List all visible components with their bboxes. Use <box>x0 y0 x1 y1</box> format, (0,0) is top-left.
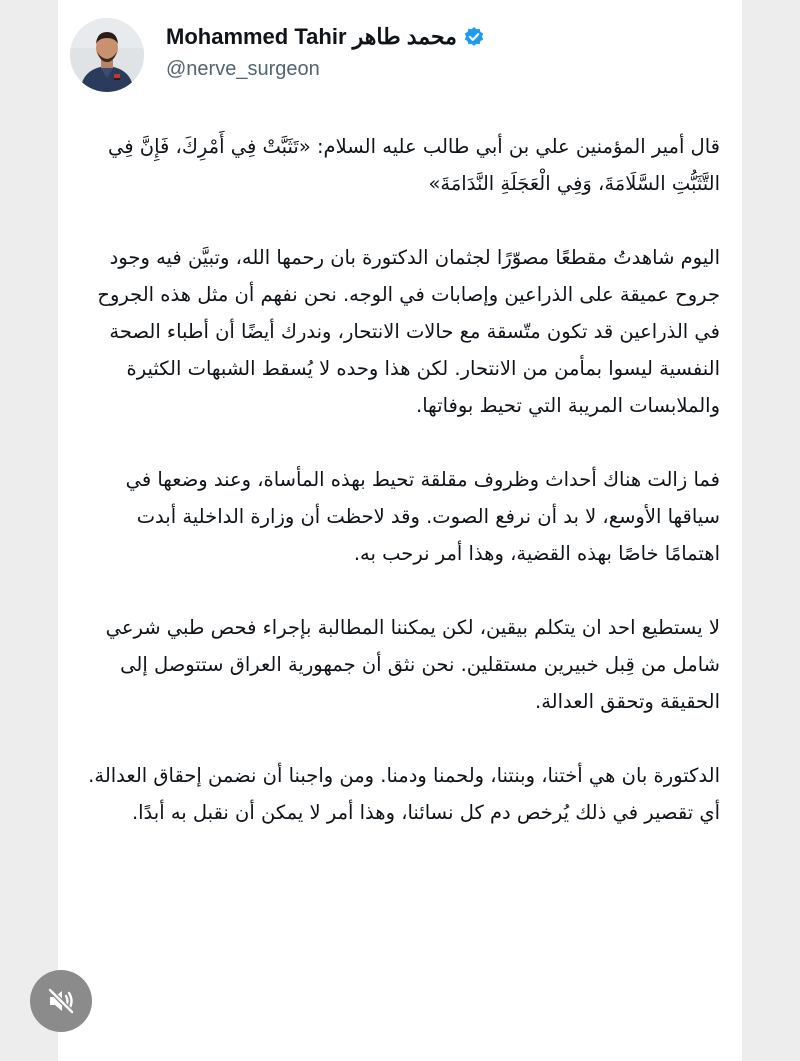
muted-speaker-icon <box>45 985 77 1017</box>
tweet-card <box>58 0 742 1061</box>
verified-badge-icon <box>463 26 485 48</box>
tweet-text <box>88 128 720 831</box>
tweet-paragraph: فما زالت هناك أحداث وظروف مقلقة تحيط بهذه المأساة، وعند وضعها في سياقها الأوسع، لا بد أن نرفع الصوت. وقد لاحظت أن وزارة الداخلية أبدت اهتمامًا خاصًا بهذه القضية، وهذا أمر نرحب به. <box>125 468 720 565</box>
author-handle[interactable]: @nerve_surgeon <box>166 58 320 80</box>
tweet-header <box>70 18 730 98</box>
author-display-name[interactable]: Mohammed Tahir محمد طاهر <box>166 24 457 49</box>
tweet-paragraph: قال أمير المؤمنين علي بن أبي طالب عليه السلام: «تَثَبَّتْ فِي أَمْرِكَ، فَإِنَّ فِي التَّثَبُّتِ السَّلَامَةَ، وَفِي الْعَجَلَةِ النَّدَامَةَ» <box>107 135 720 195</box>
tweet-paragraph: لا يستطيع احد ان يتكلم بيقين، لكن يمكننا المطالبة بإجراء فحص طبي شرعي شامل من قِبل خبيرين مستقلين. نحن نثق أن جمهورية العراق ستتوصل إلى الحقيقة وتحقق العدالة. <box>105 616 720 713</box>
tweet-paragraph: الدكتورة بان هي أختنا، وبنتنا، ولحمنا ودمنا. ومن واجبنا أن نضمن إحقاق العدالة. أي تقصير في ذلك يُرخص دم كل نسائنا، وهذا أمر لا يمكن أن نقبل به أبدًا. <box>88 764 720 824</box>
author-name-row[interactable] <box>166 24 485 50</box>
mute-toggle-button[interactable] <box>30 970 92 1032</box>
avatar-photo <box>70 18 144 92</box>
tweet-paragraph: اليوم شاهدتُ مقطعًا مصوّرًا لجثمان الدكتورة بان رحمها الله، وتبيَّن فيه وجود جروح عميقة على الذراعين وإصابات في الوجه. نحن نفهم أن مثل هذه الجروح في الذراعين قد تكون متّسقة مع حالات الانتحار، وندرك أيضًا أن أطباء الصحة النفسية ليسوا بمأمن من الانتحار. لكن هذا وحده لا يُسقط الشبهات الكثيرة والملابسات المريبة التي تحيط بوفاتها. <box>97 246 720 417</box>
author-avatar[interactable] <box>70 18 144 92</box>
